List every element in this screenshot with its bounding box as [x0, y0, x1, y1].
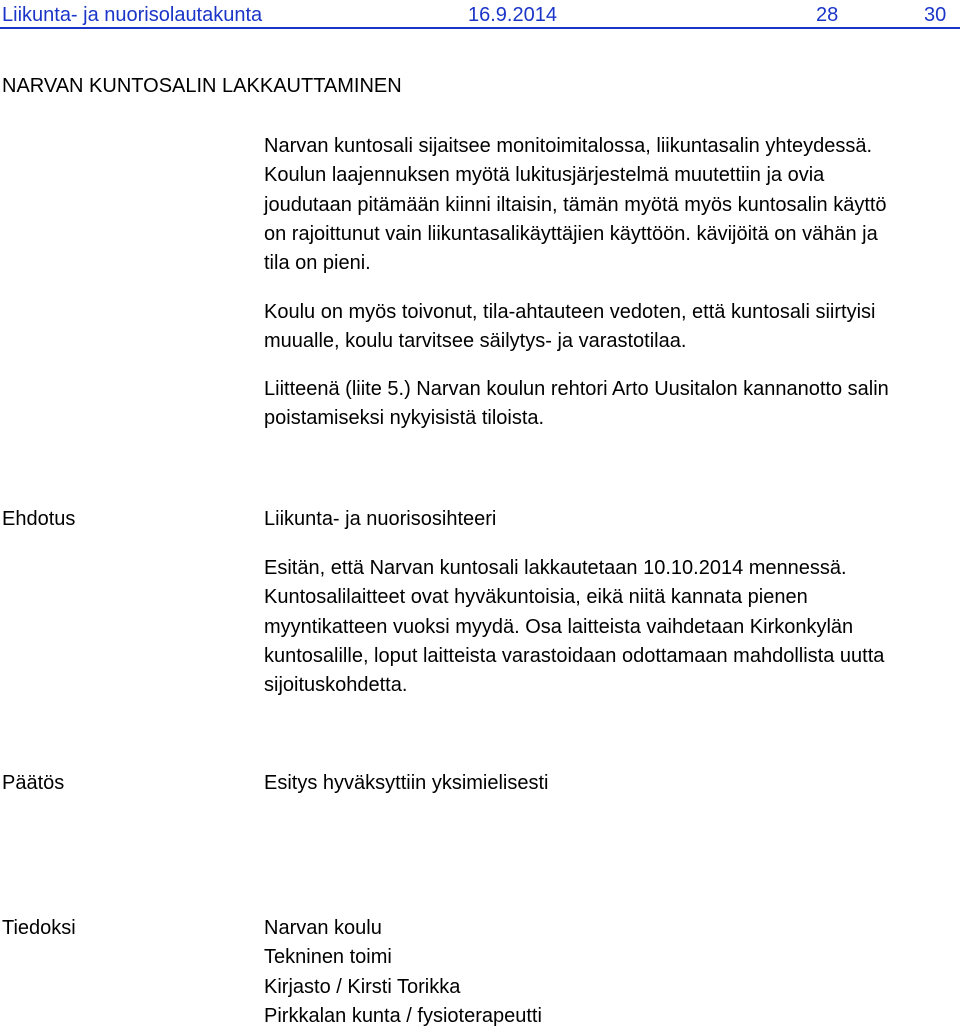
notifications-label: Tiedoksi: [2, 917, 76, 939]
body-line: on rajoittunut vain liikuntasalikäyttäjien käyttöön. kävijöitä on vähän ja: [264, 222, 878, 245]
body-line: Narvan kuntosali sijaitsee monitoimitalossa, liikuntasalin yhteydessä.: [264, 135, 873, 157]
body-line: muualle, koulu tarvitsee säilytys- ja varastotilaa.: [264, 330, 687, 353]
body-line: Koulu on myös toivonut, tila-ahtauteen vedoten, että kuntosali siirtyisi: [264, 301, 876, 323]
meeting-date: 16.9.2014: [468, 4, 557, 26]
proposal-line: myyntikatteen vuoksi myydä. Osa laitteista vaihdetaan Kirkonkylän: [264, 615, 854, 638]
recipient: Kirjasto / Kirsti Torikka: [264, 975, 461, 998]
body-paragraph-1: [264, 132, 887, 278]
proposal-line: kuntosalille, loput laitteista varastoidaan odottamaan mahdollista uutta: [264, 644, 885, 667]
body-line: poistamiseksi nykyisistä tiloista.: [264, 407, 545, 430]
body-paragraph-2: [264, 298, 875, 357]
committee-name: Liikunta- ja nuorisolautakunta: [2, 4, 263, 26]
proposal-line: Kuntosalilaitteet ovat hyväkuntoisia, eikä niitä kannata pienen: [264, 586, 808, 609]
proposer: Liikunta- ja nuorisosihteeri: [264, 508, 497, 530]
page-title: NARVAN KUNTOSALIN LAKKAUTTAMINEN: [2, 75, 402, 97]
body-line: Liitteenä (liite 5.) Narvan koulun rehtori Arto Uusitalon kannanotto salin: [264, 378, 889, 400]
proposal-line: sijoituskohdetta.: [264, 674, 408, 697]
body-line: joudutaan pitämään kiinni iltaisin, tämän myötä myös kuntosalin käyttö: [264, 193, 887, 216]
page-number: 30: [924, 4, 947, 26]
header-rule: [0, 27, 960, 29]
recipient: Tekninen toimi: [264, 946, 392, 969]
decision-text: Esitys hyväksyttiin yksimielisesti: [264, 772, 549, 794]
body-paragraph-3: [264, 375, 889, 434]
recipient: Pirkkalan kunta / fysioterapeutti: [264, 1004, 542, 1027]
proposal-line: Esitän, että Narvan kuntosali lakkautetaan 10.10.2014 mennessä.: [264, 557, 847, 579]
decision-label: Päätös: [2, 772, 65, 794]
body-line: Koulun laajennuksen myötä lukitusjärjestelmä muutettiin ja ovia: [264, 164, 825, 187]
section-number: 28: [816, 4, 839, 26]
recipients-list: [264, 914, 542, 1031]
recipient: Narvan koulu: [264, 917, 382, 939]
proposal-label: Ehdotus: [2, 508, 76, 530]
body-line: tila on pieni.: [264, 252, 371, 275]
proposal-text: [264, 554, 884, 700]
